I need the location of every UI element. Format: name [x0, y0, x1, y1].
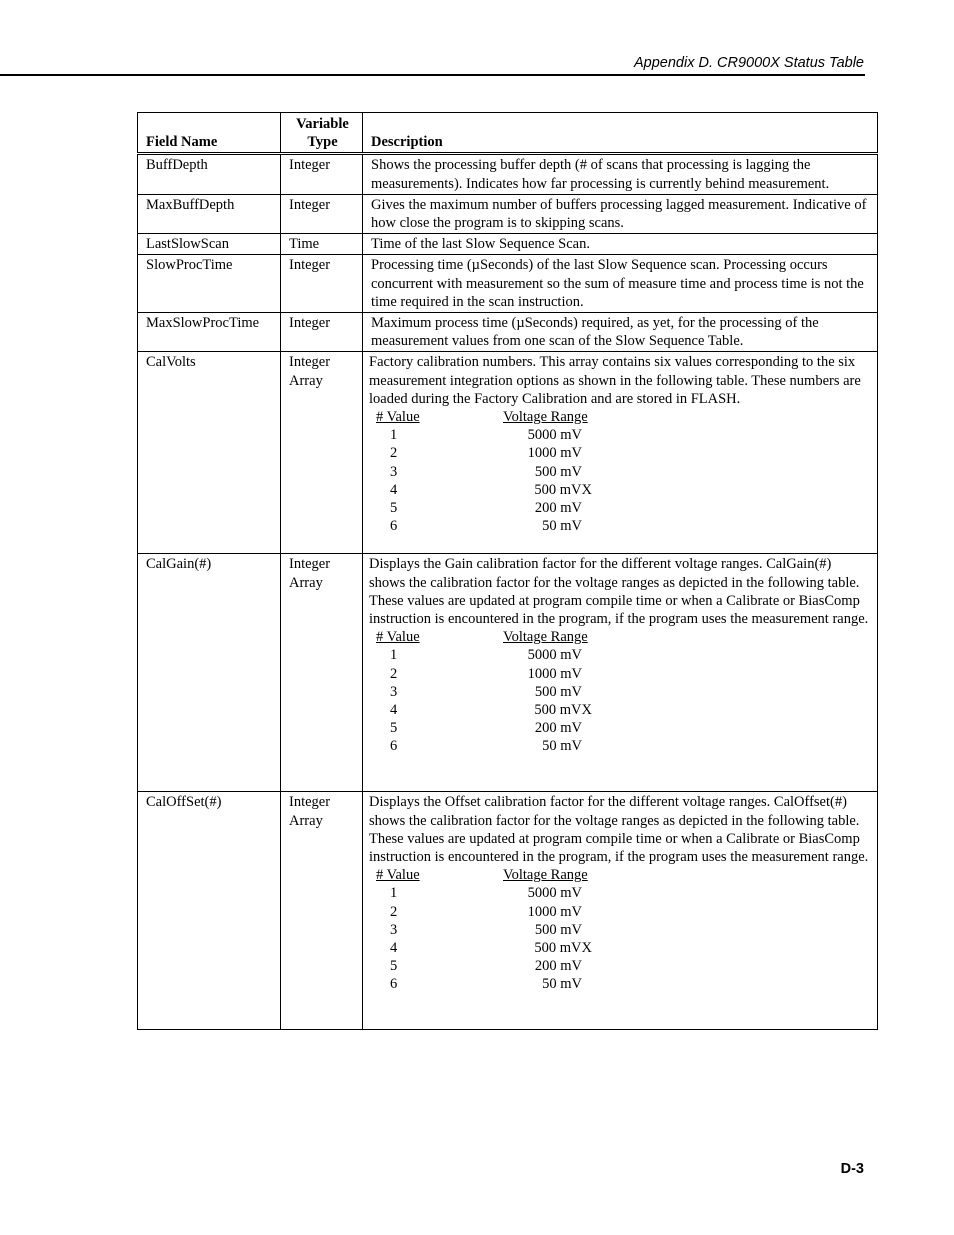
range-value: 5000 mV	[527, 427, 582, 444]
table-header-row	[138, 113, 878, 154]
status-table	[137, 112, 878, 1030]
range-value: 200 mV	[534, 499, 582, 516]
range-row	[369, 701, 871, 719]
range-value: 1000 mV	[527, 445, 582, 462]
type-line: Array	[289, 812, 323, 829]
header-rule	[0, 74, 865, 76]
description-cell	[363, 554, 878, 792]
range-value: 500 mV	[534, 463, 582, 480]
header-description: Description	[363, 113, 878, 154]
field-name-cell: CalVolts	[138, 352, 281, 554]
range-row	[369, 683, 871, 701]
range-row	[369, 463, 871, 481]
range-value: 500 mVX	[534, 940, 592, 956]
description-cell: Maximum process time (µSeconds) required, as yet, for the processing of the measurement values from one scan of the Slow Sequence Table.	[363, 313, 878, 352]
range-value: 50 mV	[542, 518, 582, 535]
range-num: 2	[390, 665, 398, 682]
range-num: 3	[390, 921, 398, 938]
range-row	[369, 646, 871, 664]
header-variable-type	[281, 113, 363, 154]
field-name-cell: MaxSlowProcTime	[138, 313, 281, 352]
field-name-cell: CalGain(#)	[138, 554, 281, 792]
voltage-range-table	[369, 628, 871, 755]
voltage-range-table	[369, 408, 871, 535]
range-value: 200 mV	[534, 720, 582, 737]
range-value: 500 mV	[534, 921, 582, 938]
type-cell	[281, 554, 363, 792]
field-name-cell: MaxBuffDepth	[138, 194, 281, 233]
range-num: 4	[390, 481, 398, 498]
field-name-cell: CalOffSet(#)	[138, 792, 281, 1030]
range-value: 50 mV	[542, 738, 582, 755]
range-value: 1000 mV	[527, 665, 582, 682]
range-num: 3	[390, 463, 398, 480]
range-col-value: # Value	[376, 409, 420, 426]
range-row	[369, 665, 871, 683]
range-col-range: Voltage Range	[503, 867, 588, 884]
range-num: 4	[390, 702, 398, 718]
range-num: 1	[390, 427, 398, 444]
range-row	[369, 903, 871, 921]
table-row	[138, 255, 878, 313]
range-num: 6	[390, 518, 398, 535]
range-row	[369, 939, 871, 957]
table-row	[138, 554, 878, 792]
type-cell: Integer	[281, 154, 363, 194]
range-num: 2	[390, 903, 398, 920]
table-row	[138, 194, 878, 233]
range-row	[369, 517, 871, 535]
table-row	[138, 234, 878, 255]
range-num: 5	[390, 720, 398, 737]
range-header	[369, 866, 871, 884]
range-row	[369, 499, 871, 517]
range-col-range: Voltage Range	[503, 409, 588, 426]
range-num: 1	[390, 647, 398, 664]
type-cell: Integer	[281, 255, 363, 313]
range-num: 5	[390, 958, 398, 975]
description-cell: Shows the processing buffer depth (# of scans that processing is lagging the measurements). Indicates how far processing is currently behind measurement.	[363, 154, 878, 194]
range-num: 5	[390, 499, 398, 516]
type-line: Array	[289, 574, 323, 591]
table-row	[138, 792, 878, 1030]
range-value: 500 mVX	[534, 702, 592, 718]
description-cell: Gives the maximum number of buffers processing lagged measurement. Indicative of how close the program is to skipping scans.	[363, 194, 878, 233]
range-value: 50 mV	[542, 976, 582, 993]
type-line: Integer	[289, 794, 331, 811]
type-cell: Time	[281, 234, 363, 255]
field-name-cell: BuffDepth	[138, 154, 281, 194]
range-header	[369, 408, 871, 426]
table-row	[138, 154, 878, 194]
range-value: 500 mVX	[534, 481, 592, 498]
range-row	[369, 444, 871, 462]
range-row	[369, 426, 871, 444]
voltage-range-table	[369, 866, 871, 993]
description-text: Displays the Offset calibration factor for the different voltage ranges. CalOffset(#) shows the calibration factor for the voltage ranges as depicted in the following table. These values are updated at program compile time or when a Calibrate or BiasComp instruction is encountered in the program, if the program uses the measurement range.	[369, 794, 869, 866]
header-type-line2: Type	[307, 134, 338, 151]
range-value: 200 mV	[534, 958, 582, 975]
range-row	[369, 957, 871, 975]
range-value: 5000 mV	[527, 885, 582, 902]
range-value: 500 mV	[534, 683, 582, 700]
type-line: Array	[289, 372, 323, 389]
type-cell: Integer	[281, 194, 363, 233]
range-row	[369, 481, 871, 499]
description-cell	[363, 792, 878, 1030]
header-field-name: Field Name	[138, 113, 281, 154]
table-row	[138, 313, 878, 352]
table-row	[138, 352, 878, 554]
range-col-value: # Value	[376, 867, 420, 884]
type-cell: Integer	[281, 313, 363, 352]
header-type-line1: Variable	[296, 116, 349, 132]
range-row	[369, 719, 871, 737]
range-row	[369, 921, 871, 939]
field-name-cell: LastSlowScan	[138, 234, 281, 255]
range-header	[369, 628, 871, 646]
range-num: 1	[390, 885, 398, 902]
range-num: 3	[390, 683, 398, 700]
range-row	[369, 737, 871, 755]
description-text: Displays the Gain calibration factor for the different voltage ranges. CalGain(#) shows the calibration factor for the voltage ranges as depicted in the following table. These values are updated at program compile time or when a Calibrate or BiasComp instruction is encountered in the program, if the program uses the measurement range.	[369, 556, 869, 628]
page-number: D-3	[840, 1161, 864, 1177]
range-row	[369, 884, 871, 902]
range-col-range: Voltage Range	[503, 629, 588, 646]
type-line: Integer	[289, 556, 331, 573]
range-value: 1000 mV	[527, 903, 582, 920]
range-col-value: # Value	[376, 629, 420, 646]
description-cell: Time of the last Slow Sequence Scan.	[363, 234, 878, 255]
type-cell	[281, 792, 363, 1030]
running-header: Appendix D. CR9000X Status Table	[634, 55, 864, 71]
range-value: 5000 mV	[527, 647, 582, 664]
range-num: 2	[390, 445, 398, 462]
description-cell	[363, 352, 878, 554]
description-cell: Processing time (µSeconds) of the last Slow Sequence scan. Processing occurs concurrent with measurement so the sum of measure time and process time is not the time required in the scan instruction.	[363, 255, 878, 313]
description-text: Factory calibration numbers. This array contains six values corresponding to the six measurement integration options as shown in the following table. These numbers are loaded during the Factory Calibration and are stored in FLASH.	[369, 354, 861, 407]
type-cell	[281, 352, 363, 554]
field-name-cell: SlowProcTime	[138, 255, 281, 313]
range-row	[369, 975, 871, 993]
range-num: 4	[390, 940, 398, 956]
type-line: Integer	[289, 354, 331, 371]
range-num: 6	[390, 738, 398, 755]
range-num: 6	[390, 976, 398, 993]
